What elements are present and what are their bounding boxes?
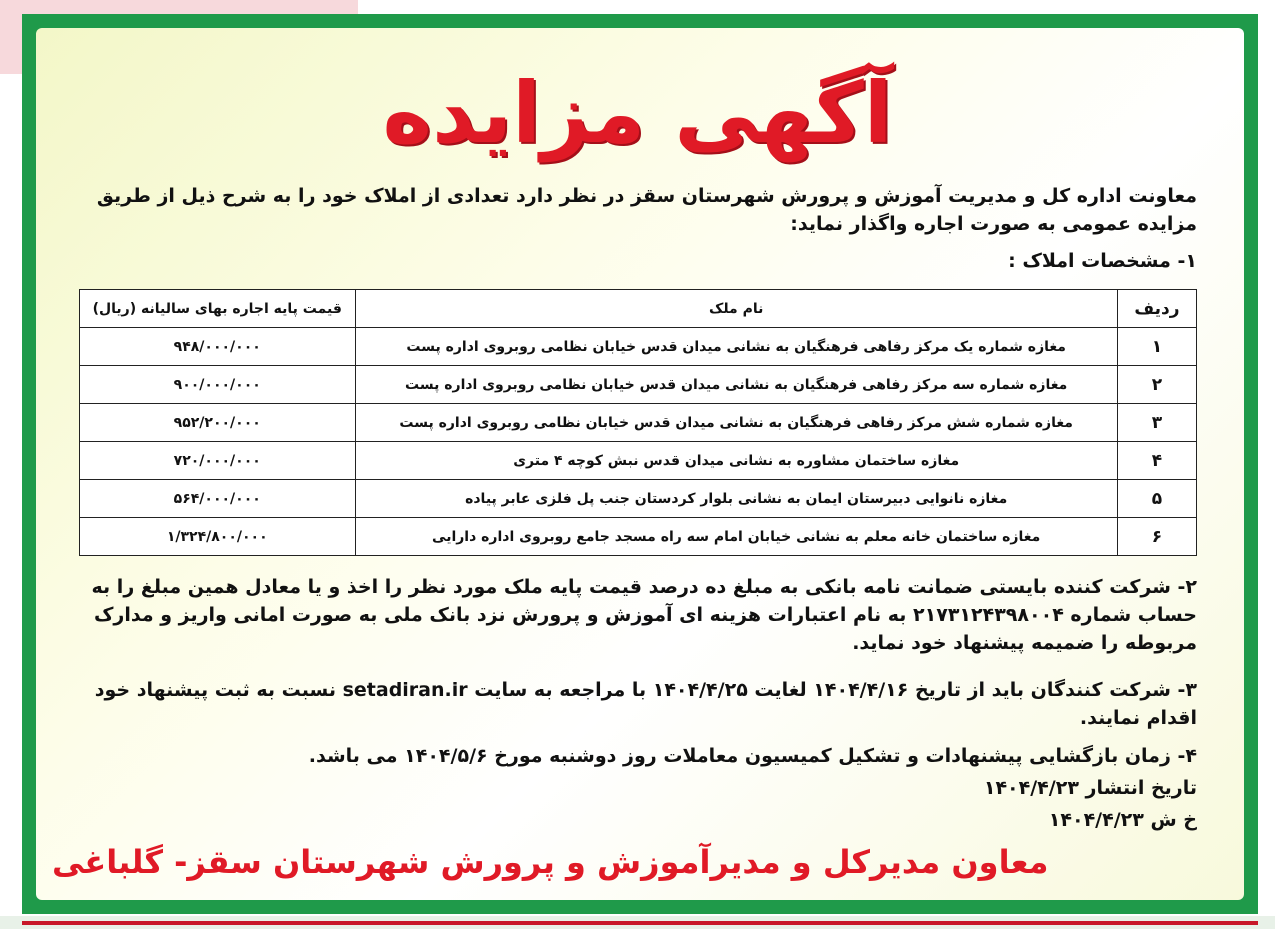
notice-title: آگهی مزایده — [382, 64, 893, 162]
property-price: ۷۲۰/۰۰۰/۰۰۰ — [80, 442, 356, 480]
table-row — [80, 518, 1197, 556]
publish-date: تاریخ انتشار ۱۴۰۴/۴/۲۳ — [983, 777, 1197, 799]
intro-paragraph: معاونت اداره کل و مدیریت آموزش و پرورش شهرستان سقز در نظر دارد تعدادی از املاک خود را به شرح ذیل از طریق مزایده عمومی به صورت اجاره واگذار نماید: — [96, 185, 1197, 235]
table-row — [80, 442, 1197, 480]
row-number: ۲ — [1117, 366, 1196, 404]
property-price: ۵۶۴/۰۰۰/۰۰۰ — [80, 480, 356, 518]
header-row-number: ردیف — [1117, 290, 1196, 328]
properties-table — [79, 289, 1197, 556]
property-price: ۱/۳۲۴/۸۰۰/۰۰۰ — [80, 518, 356, 556]
clause-3-registration: ۳- شرکت کنندگان باید از تاریخ ۱۴۰۴/۴/۱۶ لغایت ۱۴۰۴/۴/۲۵ با مراجعه به سایت setadiran.ir نسبت به ثبت پیشنهاد خود اقدام نمایند. — [94, 679, 1197, 729]
table-row — [80, 480, 1197, 518]
bottom-red-line — [22, 921, 1258, 925]
table-row — [80, 366, 1197, 404]
property-name: مغازه شماره شش مرکز رفاهی فرهنگیان به نشانی میدان قدس خیابان نظامی روبروی اداره پست — [355, 404, 1117, 442]
table-row — [80, 328, 1197, 366]
row-number: ۵ — [1117, 480, 1196, 518]
signature-line: معاون مدیرکل و مدیرآموزش و پرورش شهرستان سقز- گلباغی — [52, 843, 1049, 881]
row-number: ۱ — [1117, 328, 1196, 366]
clause-2-guarantee: ۲- شرکت کننده بایستی ضمانت نامه بانکی به مبلغ ده درصد قیمت پایه ملک مورد نظر را اخذ و یا معادل همین مبلغ را به حساب شماره ۲۱۷۳۱۲۴۳۹۸۰۰۴ به نام اعتبارات هزینه ای آموزش و پرورش نزد بانک ملی به صورت امانی واریز و مدارک مربوطه را ضمیمه پیشنهاد خود نماید. — [91, 576, 1197, 654]
table-row — [80, 404, 1197, 442]
clause-4-opening: ۴- زمان بازگشایی پیشنهادات و تشکیل کمیسیون معاملات روز دوشنبه مورخ ۱۴۰۴/۵/۶ می باشد. — [308, 745, 1197, 767]
row-number: ۴ — [1117, 442, 1196, 480]
property-price: ۹۴۸/۰۰۰/۰۰۰ — [80, 328, 356, 366]
top-edge-strip — [0, 0, 358, 14]
header-property-name: نام ملک — [355, 290, 1117, 328]
property-name: مغازه شماره یک مرکز رفاهی فرهنگیان به نشانی میدان قدس خیابان نظامی روبروی اداره پست — [355, 328, 1117, 366]
property-name: مغازه ساختمان مشاوره به نشانی میدان قدس نبش کوچه ۴ متری — [355, 442, 1117, 480]
khsh-date: خ ش ۱۴۰۴/۴/۲۳ — [1048, 809, 1197, 831]
row-number: ۶ — [1117, 518, 1196, 556]
header-base-price: قیمت پایه اجاره بهای سالیانه (ریال) — [80, 290, 356, 328]
property-price: ۹۰۰/۰۰۰/۰۰۰ — [80, 366, 356, 404]
property-name: مغازه نانوایی دبیرستان ایمان به نشانی بلوار کردستان جنب پل فلزی عابر پیاده — [355, 480, 1117, 518]
row-number: ۳ — [1117, 404, 1196, 442]
property-name: مغازه شماره سه مرکز رفاهی فرهنگیان به نشانی میدان قدس خیابان نظامی روبروی اداره پست — [355, 366, 1117, 404]
property-price: ۹۵۲/۲۰۰/۰۰۰ — [80, 404, 356, 442]
table-header-row — [80, 290, 1197, 328]
specs-heading: ۱- مشخصات املاک : — [1008, 250, 1197, 272]
property-name: مغازه ساختمان خانه معلم به نشانی خیابان امام سه راه مسجد جامع روبروی اداره دارایی — [355, 518, 1117, 556]
